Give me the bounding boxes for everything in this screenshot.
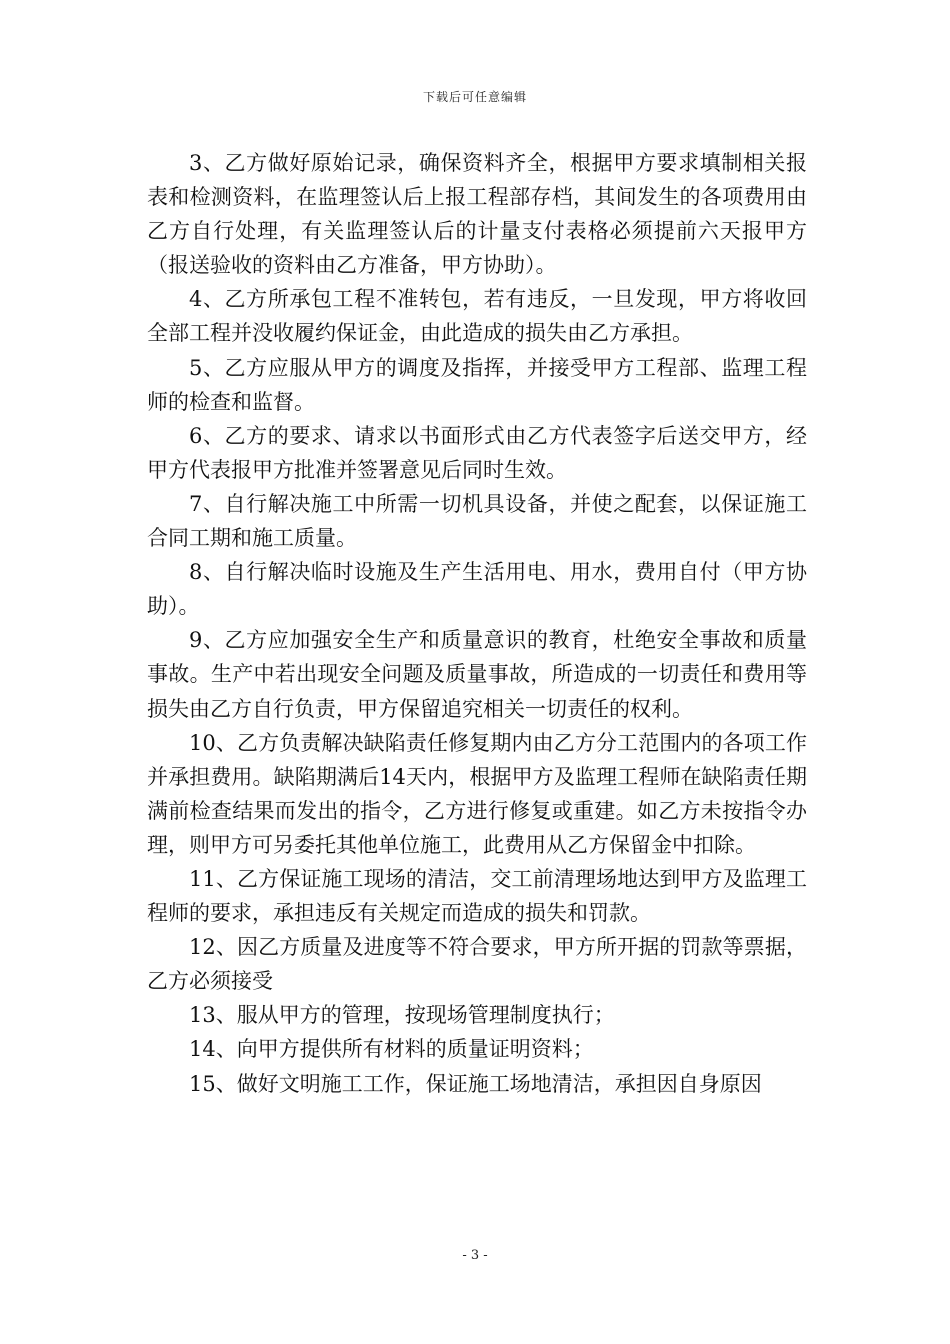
document-body bbox=[147, 146, 807, 1101]
clause-14: 14、向甲方提供所有材料的质量证明资料； bbox=[189, 1037, 594, 1062]
clause-6: 6、乙方的要求、请求以书面形式由乙方代表签字后送交甲方，经甲方代表报甲方批准并签署意见后同时生效。 bbox=[147, 423, 807, 482]
clause-3: 3、乙方做好原始记录，确保资料齐全，根据甲方要求填制相关报表和检测资料，在监理签认后上报工程部存档，其间发生的各项费用由乙方自行处理，有关监理签认后的计量支付表格必须提前六天报甲方（报送验收的资料由乙方准备，甲方协助）。 bbox=[147, 151, 807, 278]
clause-15: 15、做好文明施工工作，保证施工场地清洁，承担因自身原因 bbox=[189, 1071, 762, 1096]
page-number: - 3 - bbox=[462, 1248, 488, 1263]
clause-10: 10、乙方负责解决缺陷责任修复期内由乙方分工范围内的各项工作并承担费用。缺陷期满后14天内，根据甲方及监理工程师在缺陷责任期满前检查结果而发出的指令，乙方进行修复或重建。如乙方未按指令办理，则甲方可另委托其他单位施工，此费用从乙方保留金中扣除。 bbox=[147, 730, 807, 857]
clause-11: 11、乙方保证施工现场的清洁，交工前清理场地达到甲方及监理工程师的要求，承担违反有关规定而造成的损失和罚款。 bbox=[147, 866, 807, 926]
clause-9: 9、乙方应加强安全生产和质量意识的教育，杜绝安全事故和质量事故。生产中若出现安全问题及质量事故，所造成的一切责任和费用等损失由乙方自行负责，甲方保留追究相关一切责任的权利。 bbox=[147, 628, 807, 721]
page-header: 下载后可任意编辑 bbox=[422, 90, 527, 104]
clause-8: 8、自行解决临时设施及生产生活用电、用水，费用自付（甲方协助）。 bbox=[147, 560, 807, 619]
clause-4: 4、乙方所承包工程不准转包，若有违反，一旦发现，甲方将收回全部工程并没收履约保证金，由此造成的损失由乙方承担。 bbox=[147, 287, 807, 346]
clause-13: 13、服从甲方的管理，按现场管理制度执行； bbox=[189, 1003, 615, 1028]
clause-5: 5、乙方应服从甲方的调度及指挥，并接受甲方工程部、监理工程师的检查和监督。 bbox=[147, 355, 807, 414]
clause-7: 7、自行解决施工中所需一切机具设备，并使之配套，以保证施工合同工期和施工质量。 bbox=[147, 491, 807, 551]
clause-12: 12、因乙方质量及进度等不符合要求，甲方所开据的罚款等票据，乙方必须接受 bbox=[147, 935, 807, 994]
